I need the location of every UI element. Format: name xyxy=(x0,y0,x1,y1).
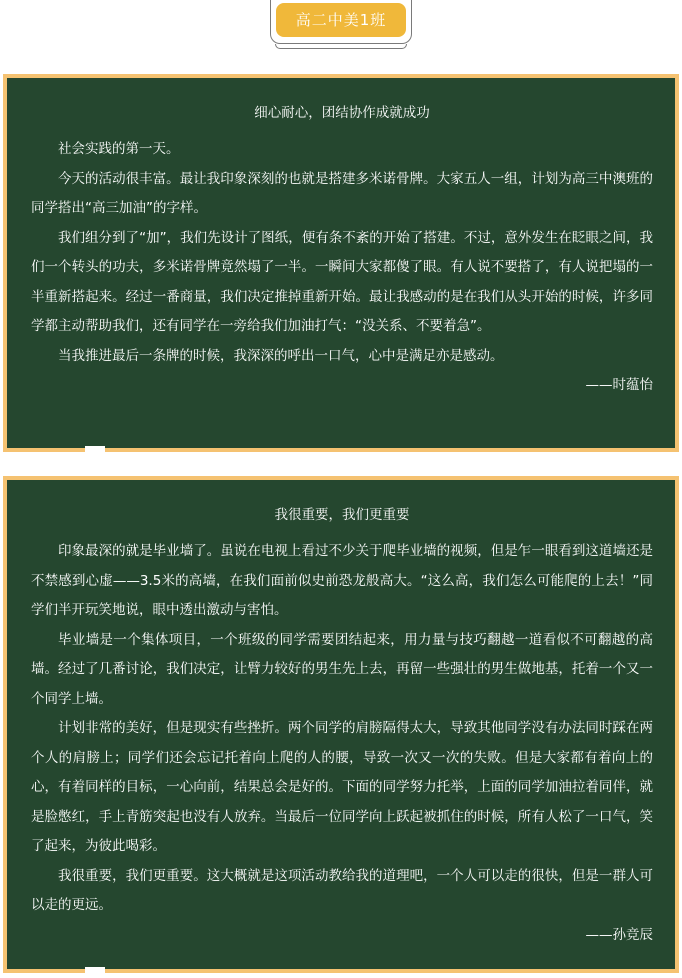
article-paragraph: 今天的活动很丰富。最让我印象深刻的也就是搭建多米诺骨牌。大家五人一组，计划为高三中澳班的同学搭出“高三加油”的字样。 xyxy=(31,170,653,216)
chalk-piece xyxy=(85,446,105,452)
chalk-piece xyxy=(85,967,105,973)
article-paragraph: 我们组分到了“加”，我们先设计了图纸，便有条不紊的开始了搭建。不过，意外发生在眨眼之间，我们一个转头的功夫，多米诺骨牌竟然塌了一半。一瞬间大家都傻了眼。有人说不要搭了，有人说把塌的一半重新搭起来。经过一番商量，我们决定推掉重新开始。最让我感动的是在我们从头开始的时候，许多同学都主动帮助我们，还有同学在一旁给我们加油打气：“没关系、不要着急”。 xyxy=(31,229,653,334)
article-paragraph: 社会实践的第一天。 xyxy=(58,141,180,157)
article-board-2 xyxy=(3,476,679,973)
article-title: 我很重要，我们更重要 xyxy=(274,507,410,523)
class-badge: 高二中美1班 xyxy=(276,3,406,37)
article-board-1 xyxy=(3,74,679,452)
article-paragraph: 毕业墙是一个集体项目，一个班级的同学需要团结起来，用力量与技巧翻越一道看似不可翻越的高墙。经过了几番讨论，我们决定，让臂力较好的男生先上去，再留一些强壮的男生做地基，托着一个又一个同学上墙。 xyxy=(31,631,653,707)
article-signature: ——孙竞辰 xyxy=(585,926,653,943)
article-paragraph: 我很重要，我们更重要。这大概就是这项活动教给我的道理吧，一个人可以走的很快，但是一群人可以走的更远。 xyxy=(31,867,653,913)
article-paragraph: 当我推进最后一条牌的时候，我深深的呼出一口气，心中是满足亦是感动。 xyxy=(58,347,504,364)
article-signature: ——时蕴怡 xyxy=(585,377,653,393)
article-paragraph: 印象最深的就是毕业墙了。虽说在电视上看过不少关于爬毕业墙的视频，但是乍一眼看到这道墙还是不禁感到心虚——3.5米的高墙，在我们面前似史前恐龙般高大。“这么高，我们怎么可能爬的上去！”同学们半开玩笑地说，眼中透出激动与害怕。 xyxy=(31,543,653,618)
article-title: 细心耐心，团结协作成就成功 xyxy=(254,105,430,121)
class-badge-frame xyxy=(270,0,412,44)
article-paragraph: 计划非常的美好，但是现实有些挫折。两个同学的肩膀隔得太大，导致其他同学没有办法同时踩在两个人的肩膀上；同学们还会忘记托着向上爬的人的腰，导致一次又一次的失败。但是大家都有着向上的心，有着同样的目标，一心向前，结果总会是好的。下面的同学努力托举，上面的同学加油拉着同伴，就是脸憋红，手上青筋突起也没有人放弃。当最后一位同学向上跃起被抓住的时候，所有人松了一口气，笑了起来，为彼此喝彩。 xyxy=(31,720,653,854)
